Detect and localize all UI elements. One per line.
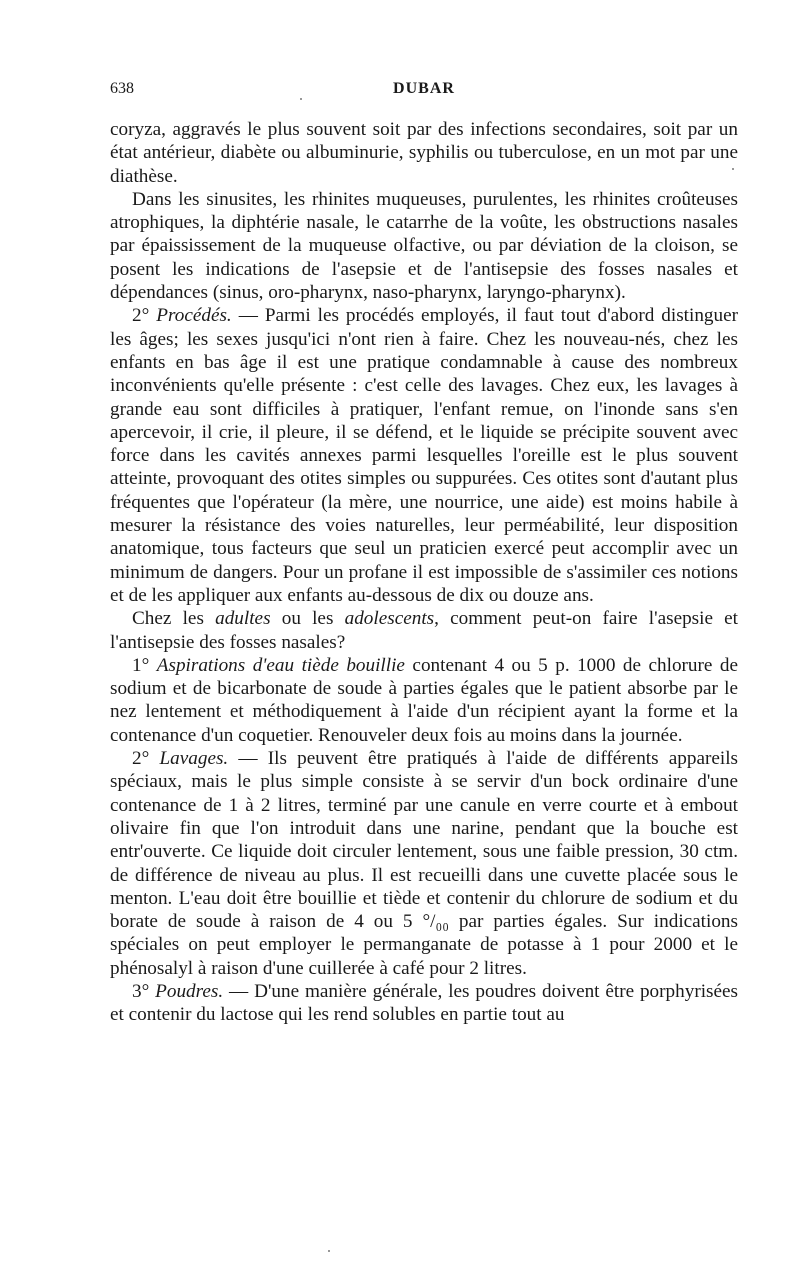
section-heading: Procédés. [156, 305, 232, 327]
paragraph-adultes: Chez les adultes ou les adolescents, comment peut-on faire l'asepsie et l'antisepsie des fosses nasales? [110, 608, 739, 653]
section-number: 2° [132, 748, 150, 770]
section-number: 3° [132, 980, 150, 1002]
paragraph-lavages: 2° Lavages. — Ils peuvent être pratiqués à l'aide de différents appareils spéciaux, mais le plus simple consiste à se servir d'un bock ordinaire d'une contenance de 1 à 2 litres, terminé par une canule en verre courte et à embout olivaire fin que l'on introduit dans une narine, pendant que la bouche est entr'ouverte. Ce liquide doit circuler lentement, sous une faible pression, 30 ctm. de différence de niveau au plus. Il est recueilli dans une cuvette placée sous le menton. L'eau doit être bouillie et tiède et contenir du chlorure de sodium et du borate de soude à raison de 4 ou 5 °/₀₀ par parties égales. Sur indications spéciales on peut employer le permanganate de potasse à 1 pour 2000 et le phénosalyl à raison d'une cuillerée à café pour 2 litres. [110, 748, 739, 979]
paragraph-sinusites: Dans les sinusites, les rhinites muqueuses, purulentes, les rhinites croûteuses atrophiques, la diphtérie nasale, le catarrhe de la voûte, les obstructions nasales par épaississement de la muqueuse olfactive, ou par déviation de la cloison, se posent les indications de l'asepsie et de l'antisepsie des fosses nasales et dépendances (sinus, oro-pharynx, naso-pharynx, laryngo-pharynx). [110, 188, 738, 304]
section-number: 1° [132, 654, 150, 676]
section-heading: Aspirations d'eau tiède bouillie [156, 654, 405, 676]
paragraph-procedes: 2° Procédés. — Parmi les procédés employés, il faut tout d'abord distinguer les âges; les sexes jusqu'ici n'ont rien à faire. Chez les nouveau-nés, chez les enfants en bas âge il est une pratique condamnable à cause des nombreux inconvénients qu'elle présente : c'est celle des lavages. Chez eux, les lavages à grande eau sont difficiles à pratiquer, l'enfant remue, on l'inonde sans s'en apercevoir, il crie, il pleure, il se défend, et le liquide se précipite souvent avec force dans les cavités annexes parmi lesquelles l'oreille est le plus souvent atteinte, provoquant des otites simples ou suppurées. Ces otites sont d'autant plus fréquentes que l'opérateur (la mère, une nourrice, une aide) est moins habile à mesurer la résistance des voies naturelles, leur perméabilité, leur disposition anatomique, tous facteurs que seul un praticien exercé peut accomplir avec un minimum de dangers. Pour un profane il est impossible de s'assimiler ces notions et de les appliquer aux enfants au-dessous de dix ou douze ans. [110, 305, 739, 606]
paragraph-coryza: coryza, aggravés le plus souvent soit par des infections secondaires, soit par un état antérieur, diabète ou albuminurie, syphilis ou tuberculose, en un mot par une diathèse. [110, 119, 738, 187]
section-heading: Poudres. [155, 980, 224, 1002]
print-speck [300, 98, 302, 100]
page-number: 638 [110, 80, 134, 97]
paragraph-aspirations: 1° Aspirations d'eau tiède bouillie contenant 4 ou 5 p. 1000 de chlorure de sodium et de bicarbonate de soude à parties égales que le patient absorbe par le nez lentement et méthodiquement à l'aide d'un récipient ayant la forme et la contenance d'un coquetier. Renouveler deux fois au moins dans la journée. [110, 654, 739, 746]
section-number: 2° [132, 305, 150, 327]
print-speck [732, 168, 734, 170]
running-title: DUBAR [393, 80, 455, 97]
section-heading: Lavages. [159, 748, 229, 770]
body-text [110, 118, 738, 1027]
page-header [110, 80, 738, 104]
print-speck [328, 1250, 330, 1252]
paragraph-poudres: 3° Poudres. — D'une manière générale, les poudres doivent être porphyrisées et contenir du lactose qui les rend solubles en partie tout au [110, 980, 739, 1026]
